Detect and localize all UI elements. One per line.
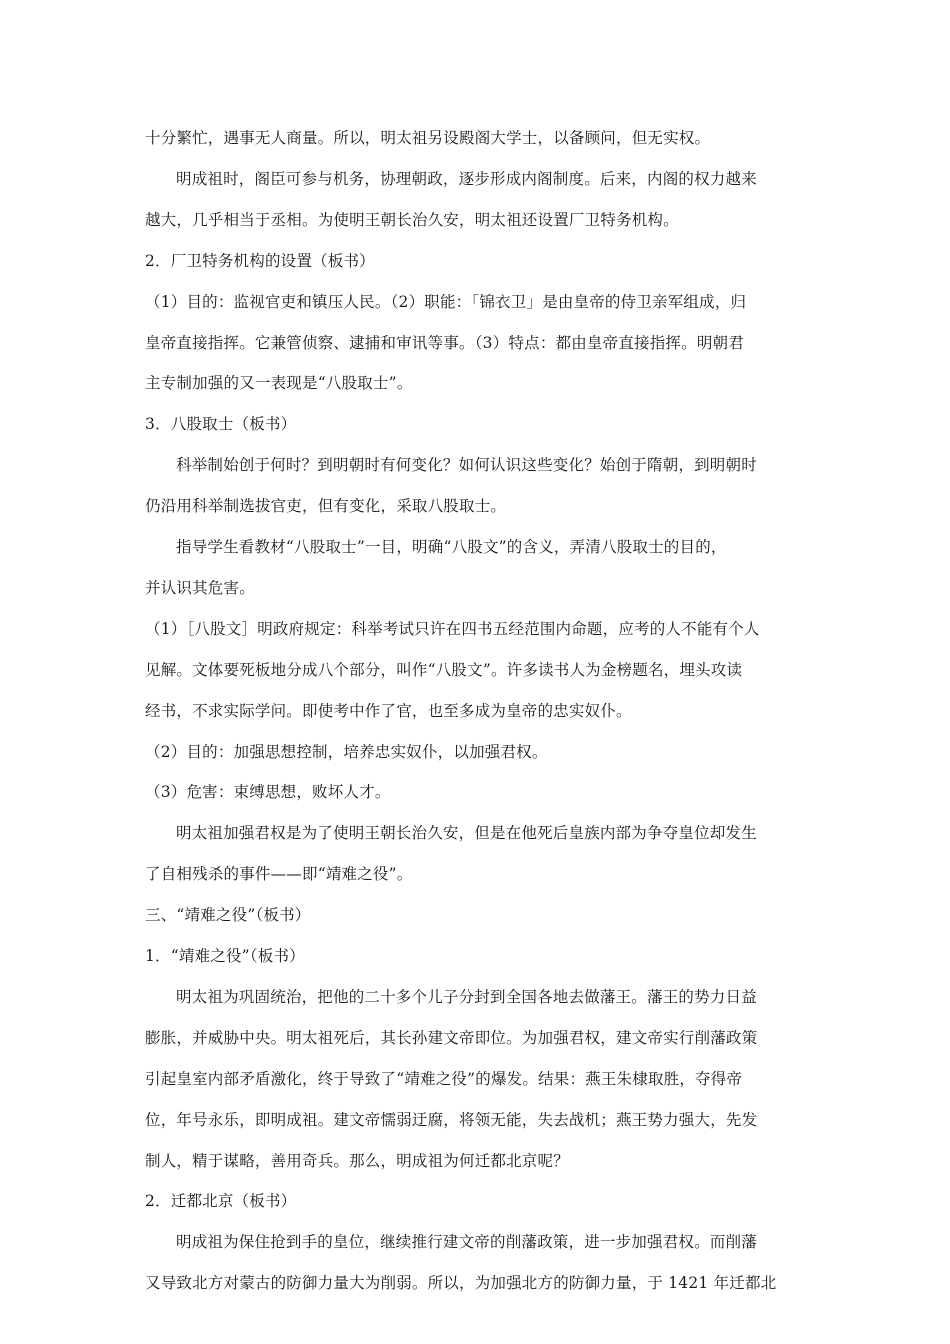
text-line: 科举制始创于何时？到明朝时有何变化？如何认识这些变化？始创于隋朝，到明朝时 bbox=[176, 456, 757, 474]
text-line: 3．八股取士（板书） bbox=[145, 415, 297, 433]
text-line: 2．厂卫特务机构的设置（板书） bbox=[145, 252, 375, 270]
text-line: 引起皇室内部矛盾激化，终于导致了“靖难之役”的爆发。结果：燕王朱棣取胜，夺得帝 bbox=[145, 1070, 743, 1088]
text-line: 明太祖加强君权是为了使明王朝长治久安，但是在他死后皇族内部为争夺皇位却发生 bbox=[176, 824, 757, 842]
text-line: （1）目的：监视官吏和镇压人民。（2）职能：「锦衣卫」是由皇帝的侍卫亲军组成，归 bbox=[145, 293, 747, 311]
text-line: 明太祖为巩固统治，把他的二十多个儿子分封到全国各地去做藩王。藩王的势力日益 bbox=[176, 988, 757, 1006]
text-line: （2）目的：加强思想控制，培养忠实奴仆，以加强君权。 bbox=[145, 743, 548, 761]
text-line: 膨胀，并威胁中央。明太祖死后，其长孙建文帝即位。为加强君权，建文帝实行削藩政策 bbox=[145, 1029, 758, 1047]
text-line: 1．“靖难之役”（板书） bbox=[145, 947, 305, 965]
text-line: 又导致北方对蒙古的防御力量大为削弱。所以，为加强北方的防御力量，于 1421 年迁都北 bbox=[145, 1274, 777, 1292]
text-line: 制人，精于谋略，善用奇兵。那么，明成祖为何迁都北京呢？ bbox=[145, 1152, 569, 1170]
text-line: 主专制加强的又一表现是“八股取士”。 bbox=[145, 374, 413, 392]
text-line: （3）危害：束缚思想，败坏人才。 bbox=[145, 783, 391, 801]
text-line: 了自相残杀的事件——即“靖难之役”。 bbox=[145, 865, 413, 883]
text-line: 见解。文体要死板地分成八个部分，叫作“八股文”。许多读书人为金榜题名，埋头攻读 bbox=[145, 661, 743, 679]
text-line: 越大，几乎相当于丞相。为使明王朝长治久安，明太祖还设置厂卫特务机构。 bbox=[145, 211, 679, 229]
text-line: 十分繁忙，遇事无人商量。所以，明太祖另设殿阁大学士，以备顾问，但无实权。 bbox=[145, 129, 711, 147]
text-line: 仍沿用科举制选拔官吏，但有变化，采取八股取士。 bbox=[145, 497, 507, 515]
text-line: 2．迁都北京（板书） bbox=[145, 1192, 297, 1210]
text-line: 明成祖为保住抢到手的皇位，继续推行建文帝的削藩政策，进一步加强君权。而削藩 bbox=[176, 1233, 757, 1251]
text-line: 并认识其危害。 bbox=[145, 579, 255, 597]
text-line: 经书，不求实际学问。即使考中作了官，也至多成为皇帝的忠实奴仆。 bbox=[145, 702, 632, 720]
text-line: 位，年号永乐，即明成祖。建文帝懦弱迂腐，将领无能，失去战机；燕王势力强大，先发 bbox=[145, 1111, 758, 1129]
text-line: 指导学生看教材“八股取士”一目，明确“八股文”的含义，弄清八股取士的目的， bbox=[176, 538, 727, 556]
text-line: 皇帝直接指挥。它兼管侦察、逮捕和审讯等事。（3）特点：都由皇帝直接指挥。明朝君 bbox=[145, 334, 744, 352]
text-line: 三、“靖难之役”（板书） bbox=[145, 906, 311, 924]
text-line: （1）［八股文］明政府规定：科举考试只许在四书五经范围内命题，应考的人不能有个人 bbox=[145, 620, 760, 638]
text-line: 明成祖时，阁臣可参与机务，协理朝政，逐步形成内阁制度。后来，内阁的权力越来 bbox=[176, 170, 757, 188]
